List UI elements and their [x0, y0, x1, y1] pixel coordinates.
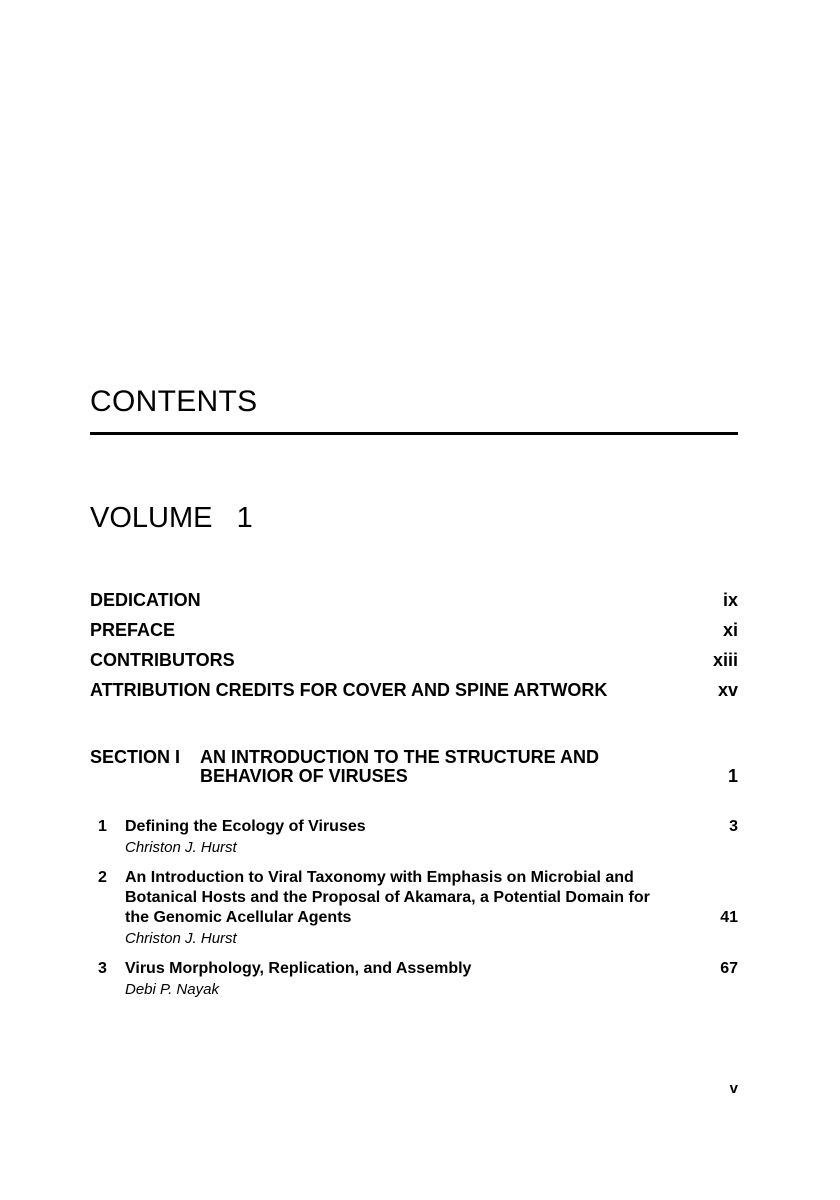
chapter-page: 41: [720, 909, 738, 926]
toc-entry-preface[interactable]: [90, 619, 738, 641]
toc-entry-page: xiii: [712, 650, 738, 670]
page-folio: v: [729, 1080, 738, 1097]
section-label: SECTION I: [90, 747, 181, 767]
section-title: [200, 748, 640, 786]
chapter-body: [125, 868, 685, 950]
toc-entry-contributors[interactable]: [90, 649, 738, 671]
volume-title: VOLUME 1: [90, 502, 253, 534]
chapter-author: Debi P. Nayak: [125, 981, 219, 998]
chapter-body: [125, 959, 685, 1001]
toc-entry-page: xi: [722, 620, 738, 640]
chapter-title-line: the Genomic Acellular Agents: [125, 909, 352, 926]
section-page: 1: [727, 766, 738, 786]
chapter-author: Christon J. Hurst: [125, 930, 237, 947]
chapter-title-line: An Introduction to Viral Taxonomy with Emphasis on Microbial and: [125, 869, 634, 886]
chapter-page: 3: [729, 818, 738, 835]
section-title-line: BEHAVIOR OF VIRUSES: [200, 766, 408, 786]
toc-chapter-1[interactable]: [90, 817, 738, 861]
chapter-number: 1: [98, 818, 107, 835]
toc-entry-dedication[interactable]: [90, 589, 738, 611]
toc-entry-page: ix: [722, 590, 738, 610]
chapter-author: Christon J. Hurst: [125, 839, 237, 856]
chapter-page: 67: [720, 960, 738, 977]
toc-entry-attribution-credits[interactable]: [90, 679, 738, 701]
chapter-title-line: Botanical Hosts and the Proposal of Akamara, a Potential Domain for: [125, 889, 650, 906]
toc-section-1[interactable]: [90, 748, 738, 792]
toc-chapter-2[interactable]: [90, 868, 738, 952]
toc-entry-title: CONTRIBUTORS: [90, 650, 235, 670]
toc-entry-title: DEDICATION: [90, 590, 201, 610]
chapter-title-line: Virus Morphology, Replication, and Assembly: [125, 960, 472, 977]
toc-entry-title: PREFACE: [90, 620, 176, 640]
toc-entry-page: xv: [717, 680, 738, 700]
section-title-line: AN INTRODUCTION TO THE STRUCTURE AND: [200, 747, 599, 767]
chapter-number: 2: [98, 869, 107, 886]
toc-entry-title: ATTRIBUTION CREDITS FOR COVER AND SPINE ARTWORK: [90, 680, 608, 700]
heading-rule: [90, 432, 738, 435]
chapter-title-line: Defining the Ecology of Viruses: [125, 818, 366, 835]
toc-chapter-3[interactable]: [90, 959, 738, 1003]
chapter-number: 3: [98, 960, 107, 977]
chapter-body: [125, 817, 685, 859]
page-heading: CONTENTS: [90, 385, 258, 418]
